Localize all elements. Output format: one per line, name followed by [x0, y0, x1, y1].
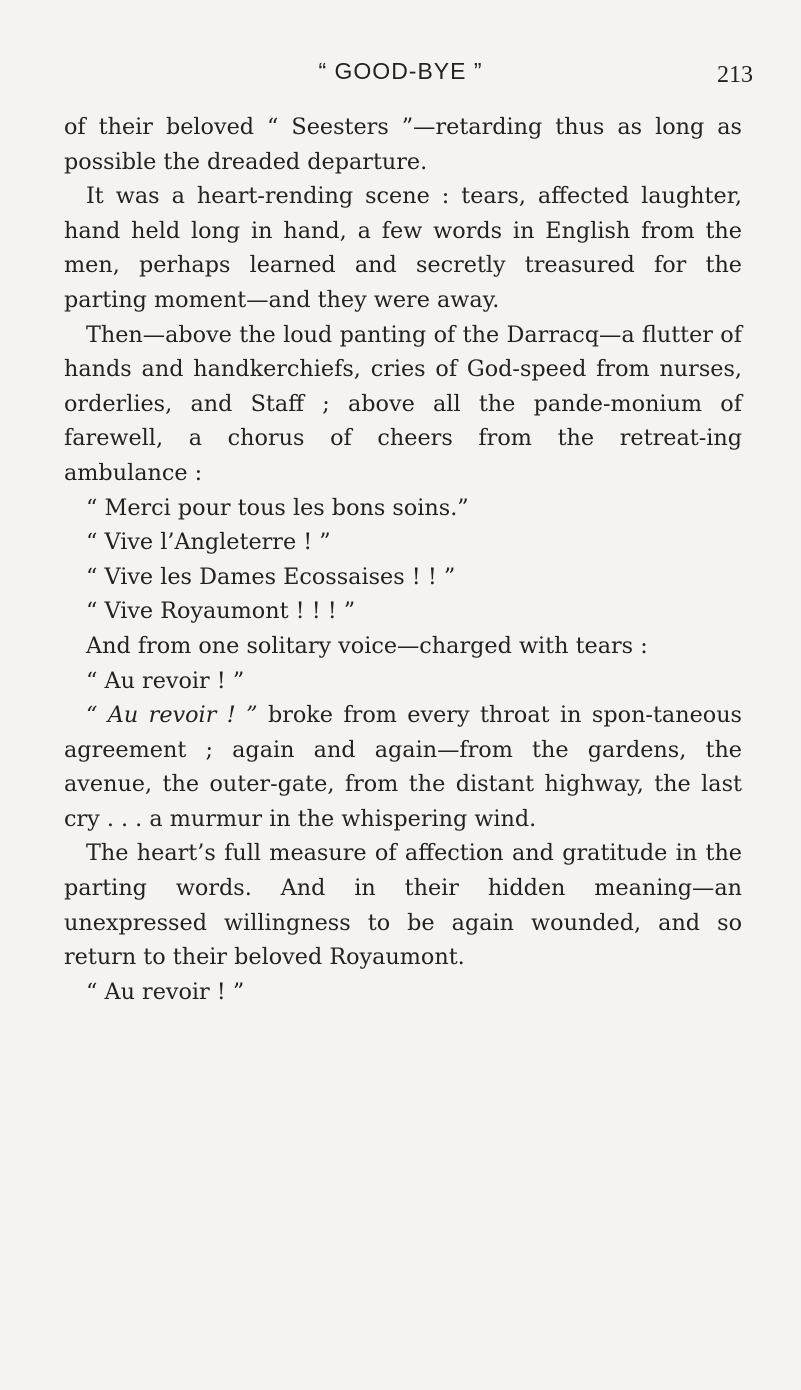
paragraph-2: It was a heart-rending scene : tears, affected laughter, hand held long in hand, a few words in English from the men, perhaps learned and secretly treasured for the parting moment—and they were away. [64, 183, 742, 313]
running-head [0, 58, 801, 92]
solitary-voice-line: And from one solitary voice—charged with tears : [86, 632, 648, 659]
page-number: 213 [717, 62, 753, 88]
cheer-line-3: “ Vive les Dames Ecossaises ! ! ” [86, 563, 456, 590]
final-au-revoir-line: “ Au revoir ! ” [86, 978, 245, 1005]
paragraph-4-italic: “ Au revoir ! ” [86, 702, 258, 729]
text-body [64, 110, 742, 1009]
paragraph-1: of their beloved “ Seesters ”—retarding thus as long as possible the dreaded departure. [64, 114, 742, 175]
paragraph-4 [64, 698, 742, 836]
paragraph-4-rest: broke from every throat in spon-taneous agreement ; again and again—from the gardens, the avenue, the outer-gate, from the distant highway, the last cry . . . a murmur in the whispering wind. [64, 702, 742, 832]
paragraph-3: Then—above the loud panting of the Darracq—a flutter of hands and handkerchiefs, cries of God-speed from nurses, orderlies, and Staff ; above all the pande-monium of farewell, a chorus of cheers from the retreat-ing ambulance : [64, 321, 742, 486]
cheer-line-1: “ Merci pour tous les bons soins.” [86, 494, 469, 521]
running-head-title: “ GOOD-BYE ” [318, 58, 483, 84]
cheer-line-2: “ Vive l’Angleterre ! ” [86, 529, 331, 556]
paragraph-5: The heart’s full measure of affection and gratitude in the parting words. And in their hidden meaning—an unexpressed willingness to be again wounded, and so return to their beloved Royaumont. [64, 840, 742, 971]
au-revoir-line: “ Au revoir ! ” [86, 667, 245, 694]
cheer-line-4: “ Vive Royaumont ! ! ! ” [86, 598, 356, 625]
